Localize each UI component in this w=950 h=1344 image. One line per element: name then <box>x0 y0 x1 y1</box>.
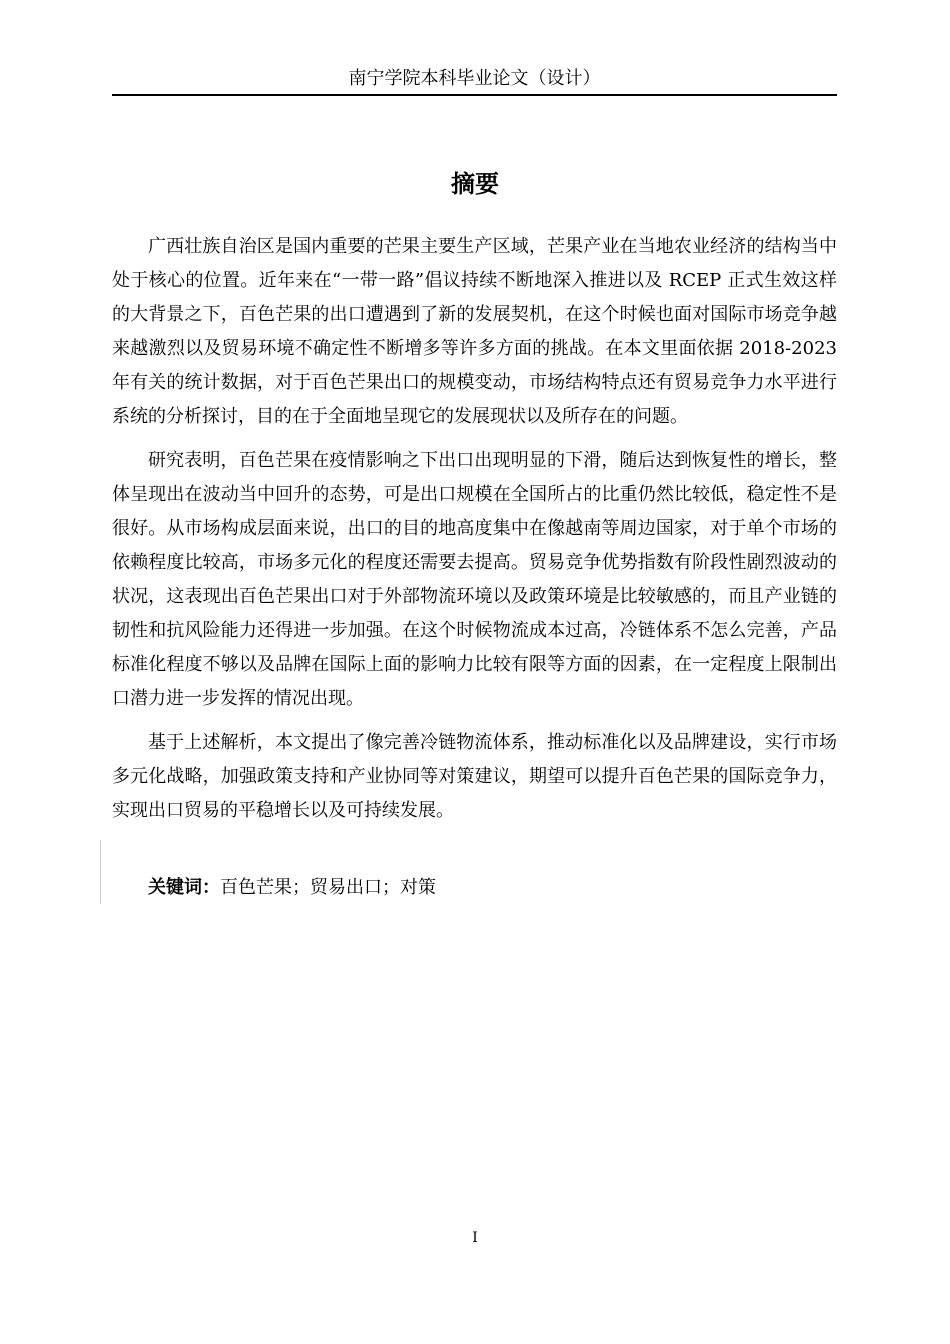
abstract-paragraph-1: 广西壮族自治区是国内重要的芒果主要生产区域，芒果产业在当地农业经济的结构当中处于核心的位置。近年来在“一带一路”倡议持续不断地深入推进以及 RCEP 正式生效这样的大背景之下，百色芒果的出口遭遇到了新的发展契机，在这个时候也面对国际市场竞争越来越激烈以及贸易环境不确定性不断增多等许多方面的挑战。在本文里面依据 2018-2023 年有关的统计数据，对于百色芒果出口的规模变动，市场结构特点还有贸易竞争力水平进行系统的分析探讨，目的在于全面地呈现它的发展现状以及所存在的问题。 <box>112 236 837 427</box>
margin-bar <box>100 840 101 904</box>
keywords-value: 百色芒果；贸易出口；对策 <box>220 877 436 898</box>
abstract-paragraph-2: 研究表明，百色芒果在疫情影响之下出口出现明显的下滑，随后达到恢复性的增长，整体呈现出在波动当中回升的态势，可是出口规模在全国所占的比重仍然比较低，稳定性不是很好。从市场构成层面来说，出口的目的地高度集中在像越南等周边国家，对于单个市场的依赖程度比较高，市场多元化的程度还需要去提高。贸易竞争优势指数有阶段性剧烈波动的状况，这表现出百色芒果出口对于外部物流环境以及政策环境是比较敏感的，而且产业链的韧性和抗风险能力还得进一步加强。在这个时候物流成本过高，冷链体系不怎么完善，产品标准化程度不够以及品牌在国际上面的影响力比较有限等方面的因素，在一定程度上限制出口潜力进一步发挥的情况出现。 <box>112 450 837 709</box>
running-header <box>112 64 837 96</box>
abstract-title: 摘要 <box>451 170 499 198</box>
running-header-text: 南宁学院本科毕业论文（设计） <box>348 68 601 89</box>
page-number: I <box>472 1230 478 1246</box>
keywords-label: 关键词： <box>148 877 220 898</box>
abstract-body <box>112 230 837 838</box>
abstract-paragraph-3: 基于上述解析，本文提出了像完善冷链物流体系，推动标准化以及品牌建设，实行市场多元化战略，加强政策支持和产业协同等对策建议，期望可以提升百色芒果的国际竞争力，实现出口贸易的平稳增长以及可持续发展。 <box>112 732 837 821</box>
keywords-line <box>148 873 436 903</box>
